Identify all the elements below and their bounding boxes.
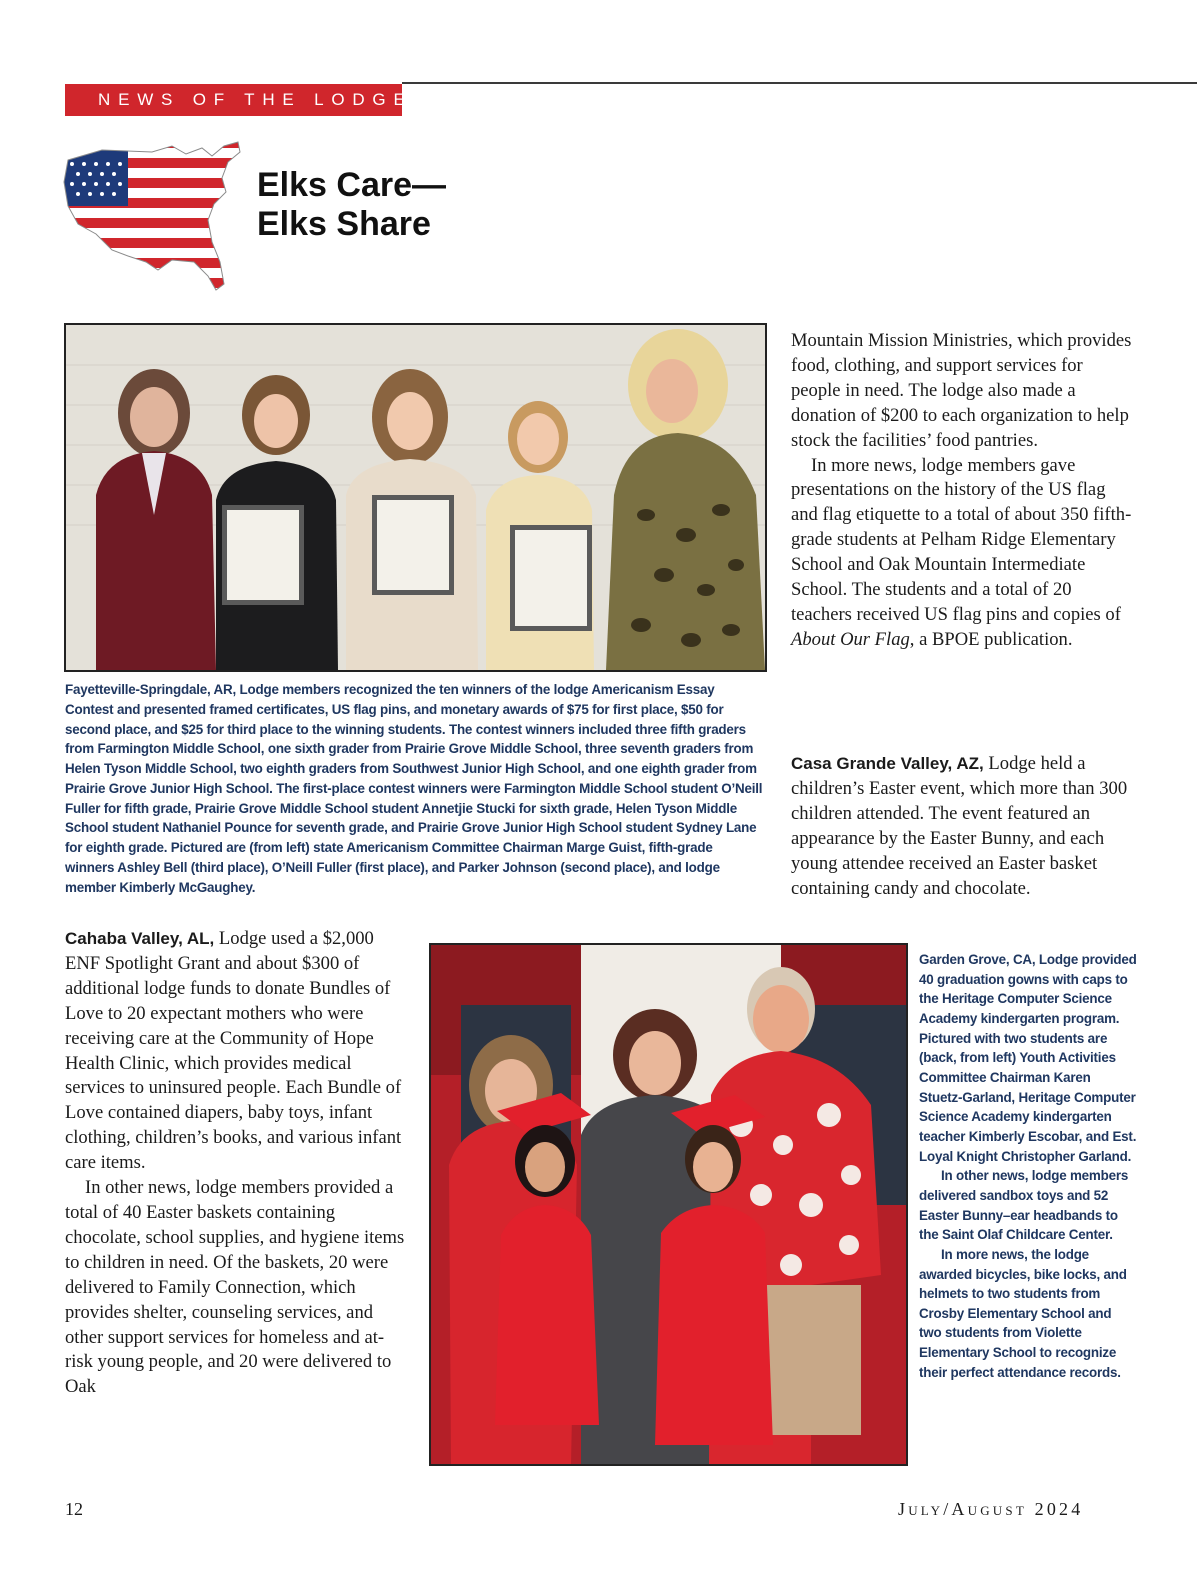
- cahaba-paragraph-2: In other news, lodge members provided a total of 40 Easter baskets containing chocolate, school supplies, and hygiene items to children in need. Of the baskets, 20 were delivered to Family Connection, which provides shelter, counseling services, and other support services for homeless and at-risk young people, and 20 were delivered to Oak: [65, 1177, 405, 1398]
- photo-graduation-gowns: [429, 943, 908, 1466]
- top-rule: [402, 82, 1197, 84]
- photo-2-illustration: [431, 945, 906, 1464]
- caption-2-text: Lodge provided 40 graduation gowns with caps to the Heritage Computer Science Academy kindergarten program. Pictured with two students are (back, from left) Youth Activities Committee Chairman Karen Stuetz-Garland, Heritage Computer Science Academy kindergarten teacher Kimberly Escobar, and Est. Loyal Knight Christopher Garland.: [919, 952, 1137, 1164]
- section-banner: NEWS OF THE LODGES: [65, 84, 402, 116]
- caption-1-lodge: Fayetteville-Springdale, AR,: [65, 682, 237, 697]
- issue-date: July/August 2024: [898, 1499, 1084, 1519]
- article-casa-grande-valley: [791, 752, 1136, 901]
- cahaba-paragraph-4-a: In more news, lodge members gave presentations on the history of the US flag and flag etiquette to a total of about 350 fifth-grade students at Pelham Ridge Elementary School and Oak Mountain Intermediate School. The students and a total of 20 teachers received US flag pins and copies of: [791, 454, 1132, 625]
- photo-2-caption: [919, 950, 1137, 1382]
- us-flag-map-logo: [62, 138, 244, 293]
- caption-2-paragraph-3: In more news, the lodge awarded bicycles, bike locks, and helmets to two students from Crosby Elementary School and two students from Violette Elementary School to recognize their perfect attendance records.: [919, 1246, 1127, 1380]
- headline: [257, 166, 446, 244]
- caption-2-lodge: Garden Grove, CA,: [919, 952, 1036, 967]
- lodge-name-casa-grande-valley: Casa Grande Valley, AZ,: [791, 754, 984, 773]
- photo-essay-contest-winners: [64, 323, 767, 672]
- headline-line-1: Elks Care—: [257, 166, 446, 204]
- page-number: 12: [65, 1499, 83, 1519]
- cahaba-paragraph-3: Mountain Mission Ministries, which provides food, clothing, and support services for people in need. The lodge also made a donation of $200 to each organization to help stock the facilities’ food pantries.: [791, 330, 1132, 451]
- cahaba-paragraph-4-b: , a BPOE publication.: [909, 628, 1073, 650]
- publication-title: About Our Flag: [791, 628, 910, 650]
- photo-1-illustration: [66, 325, 765, 670]
- article-cahaba-valley: [65, 927, 410, 1400]
- article-cahaba-continued: [791, 329, 1136, 653]
- photo-1-caption: [65, 680, 765, 897]
- casa-grande-paragraph-1: Lodge held a children’s Easter event, which more than 300 children attended. The event featured an appearance by the Easter Bunny, and each young attendee received an Easter basket containing candy and chocolate.: [791, 753, 1128, 899]
- lodge-name-cahaba-valley: Cahaba Valley, AL,: [65, 929, 215, 948]
- caption-2-paragraph-2: In other news, lodge members delivered sandbox toys and 52 Easter Bunny–ear headbands to the Saint Olaf Childcare Center.: [919, 1168, 1129, 1243]
- cahaba-paragraph-4: [791, 454, 1136, 653]
- cahaba-paragraph-1: Lodge used a $2,000 ENF Spotlight Grant and about $300 of additional lodge funds to donate Bundles of Love to 20 expectant mothers who were receiving care at the Community of Hope Health Clinic, which provides medical services to uninsured people. Each Bundle of Love contained diapers, baby toys, infant clothing, children’s books, and various infant care items.: [65, 928, 402, 1174]
- headline-line-2: Elks Share: [257, 205, 431, 243]
- caption-1-text: Lodge members recognized the ten winners of the lodge Americanism Essay Contest and presented framed certificates, US flag pins, and monetary awards of $75 for first place, $50 for second place, and $25 for third place to the winning students. The contest winners included three fifth graders from Farmington Middle School, one sixth grader from Prairie Grove Middle School, three seventh graders from Helen Tyson Middle School, two eighth graders from Southwest Junior High School, and one eighth grader from Prairie Grove Junior High School. The first-place contest winners were Farmington Middle School student O’Neill Fuller for fifth grade, Prairie Grove Middle School student Annetjie Stucki for sixth grade, Helen Tyson Middle School student Nathaniel Pounce for seventh grade, and Prairie Grove Junior High School student Sydney Lane for eighth grade. Pictured are (from left) state Americanism Committee Chairman Marge Guist, fifth-grade winners Ashley Bell (third place), O’Neill Fuller (first place), and Parker Johnson (second place), and lodge member Kimberly McGaughey.: [65, 682, 763, 895]
